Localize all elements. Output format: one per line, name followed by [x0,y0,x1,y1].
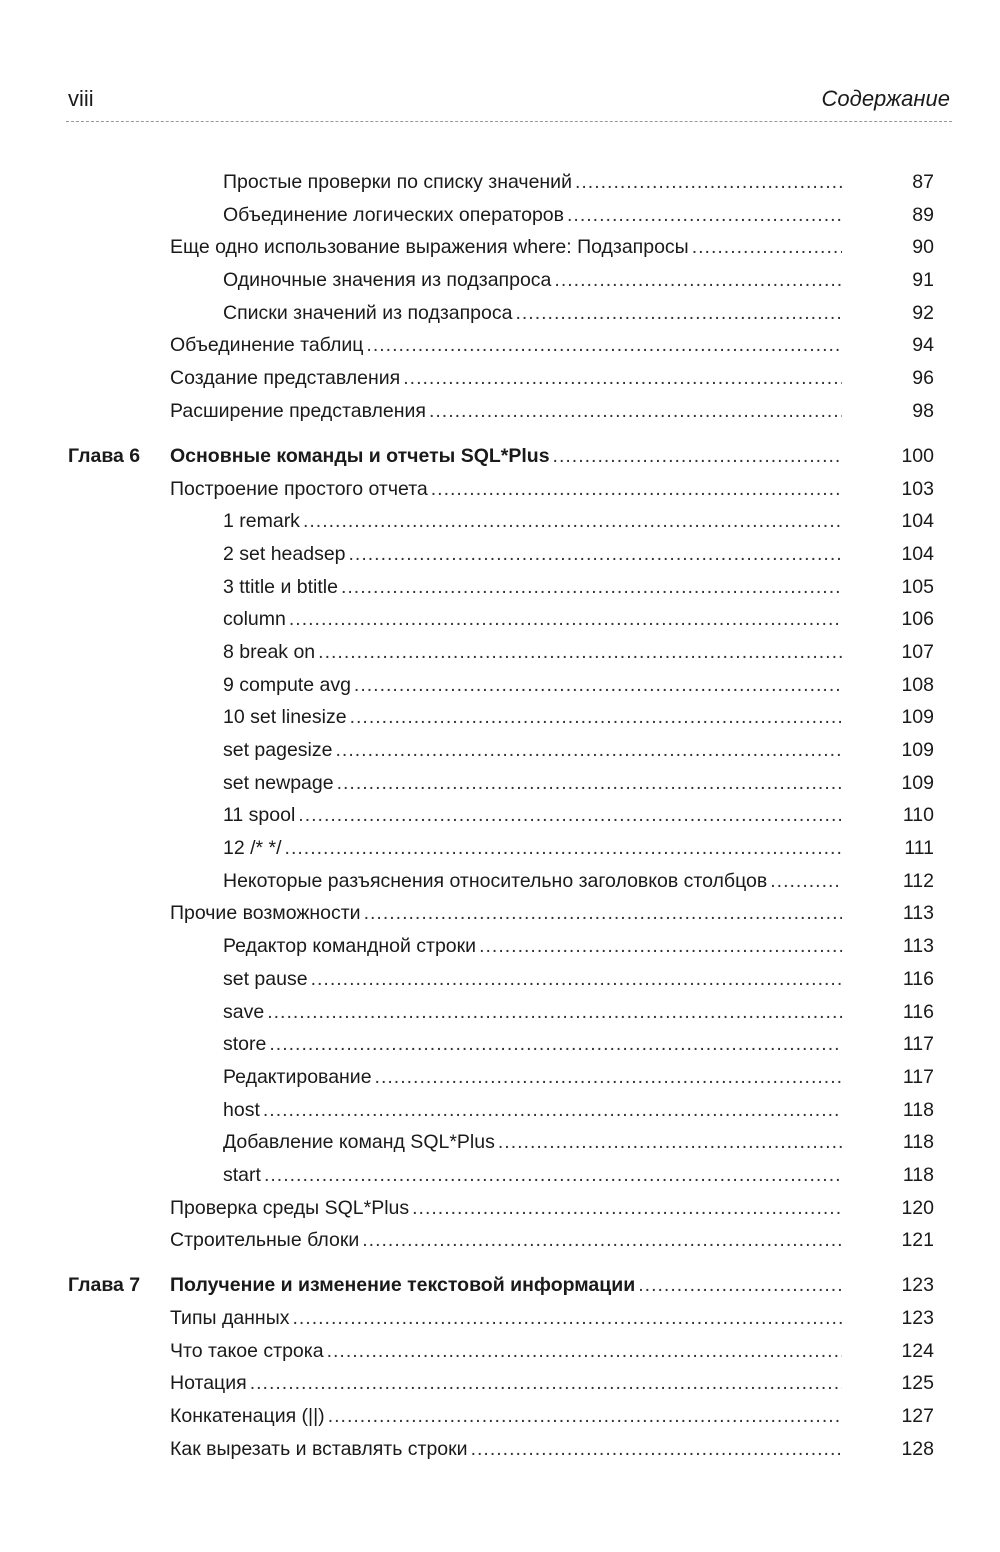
entry-line [223,1094,842,1127]
entry-line [223,930,842,963]
entry-page-number: 118 [902,1163,934,1186]
dot-leader [341,571,842,604]
entry-line [170,1400,842,1433]
running-header: Содержание [821,86,950,111]
entry-page-number: 109 [901,771,934,794]
toc-entry [0,996,1000,1029]
dot-leader [554,264,842,297]
toc-entry [0,1433,1000,1466]
entry-page-number: 128 [901,1437,934,1460]
entry-page-number: 118 [902,1098,934,1121]
toc-entry [0,832,1000,865]
entry-line [223,636,842,669]
entry-page-number: 116 [902,967,934,990]
dot-leader [498,1126,842,1159]
entry-title: Объединение логических операторов [223,199,567,232]
entry-line [223,264,842,297]
entry-title: Как вырезать и вставлять строки [170,1433,471,1466]
entry-line [223,1061,842,1094]
entry-page-number: 116 [902,1000,934,1023]
entry-page-number: 87 [912,171,934,193]
toc-entry [0,1126,1000,1159]
entry-title: Создание представления [170,362,403,395]
entry-page-number: 105 [901,575,934,598]
dot-leader [354,669,842,702]
entry-line [223,996,842,1029]
dot-leader [638,1268,842,1302]
entry-page-number: 106 [901,608,934,631]
entry-page-number: 104 [901,510,934,533]
dot-leader [298,799,842,832]
dot-leader [575,166,842,199]
entry-line [170,439,842,473]
entry-line [223,199,842,232]
entry-title: Расширение представления [170,395,429,428]
entry-title: Прочие возможности [170,897,364,930]
entry-page-number: 103 [901,477,934,500]
entry-page-number: 91 [912,269,934,292]
dot-leader [770,865,842,898]
page-number: viii [68,86,94,111]
dot-leader [412,1192,842,1225]
entry-title: column [223,603,289,636]
entry-page-number: 123 [901,1307,934,1329]
entry-page-number: 107 [901,640,934,663]
entry-page-number: 90 [912,236,934,259]
toc-entry [0,897,1000,930]
entry-title: host [223,1094,263,1127]
dot-leader [285,832,842,865]
entry-page-number: 123 [901,1274,934,1296]
entry-page-number: 111 [904,837,934,860]
entry-page-number: 124 [901,1339,934,1362]
dot-leader [328,1400,842,1433]
entry-line [223,669,842,702]
entry-title: Нотация [170,1367,250,1400]
entry-page-number: 96 [912,367,934,390]
entry-page-number: 108 [901,673,934,696]
dot-leader [267,996,842,1029]
toc-chapter [0,1268,1000,1302]
dot-leader [515,297,842,330]
entry-line [170,1302,842,1335]
toc-entry [0,264,1000,297]
toc-entry [0,297,1000,330]
chapter-label: Глава 7 [68,1274,141,1296]
entry-page-number: 121 [901,1229,934,1252]
toc-entry [0,669,1000,702]
entry-title: Списки значений из подзапроса [223,297,515,330]
entry-line [223,505,842,538]
toc-entry [0,799,1000,832]
entry-line [170,897,842,930]
entry-title: 12 /* */ [223,832,285,865]
entry-title: Редактирование [223,1061,375,1094]
toc-entry [0,734,1000,767]
entry-line [170,1268,842,1302]
entry-page-number: 118 [902,1131,934,1154]
entry-line [223,571,842,604]
entry-title: save [223,996,267,1029]
toc-entry [0,1400,1000,1433]
dot-leader [364,897,842,930]
entry-line [223,166,842,199]
dot-leader [264,1159,842,1192]
entry-line [223,701,842,734]
toc-entry [0,767,1000,800]
entry-line [223,963,842,996]
entry-line [223,297,842,330]
toc-chapter [0,439,1000,473]
toc-entry [0,1159,1000,1192]
entry-title: start [223,1159,264,1192]
dot-leader [250,1367,842,1400]
dot-leader [692,231,842,264]
entry-title: 8 break on [223,636,318,669]
entry-page-number: 92 [912,301,934,324]
dot-leader [567,199,842,232]
entry-page-number: 109 [901,739,934,761]
entry-title: 2 set headsep [223,538,349,571]
entry-title: Некоторые разъяснения относительно заголовков столбцов [223,865,770,898]
entry-line [170,1192,842,1225]
entry-page-number: 104 [901,542,934,565]
table-of-contents [0,166,1000,1465]
dot-leader [311,963,842,996]
dot-leader [471,1433,842,1466]
entry-line [223,832,842,865]
toc-entry [0,395,1000,428]
entry-page-number: 117 [902,1033,934,1056]
entry-page-number: 112 [902,869,934,892]
entry-page-number: 120 [901,1196,934,1219]
toc-entry [0,231,1000,264]
toc-entry [0,1335,1000,1368]
entry-line [170,1335,842,1368]
entry-title: Еще одно использование выражения where: Подзапросы [170,231,692,264]
dot-leader [303,505,842,538]
entry-title: Одиночные значения из подзапроса [223,264,554,297]
toc-entry [0,1061,1000,1094]
entry-title: 10 set linesize [223,701,350,734]
entry-title: set pagesize [223,734,336,767]
entry-title: Проверка среды SQL*Plus [170,1192,412,1225]
toc-entry [0,329,1000,362]
dot-leader [429,395,842,428]
entry-page-number: 98 [912,399,934,422]
entry-title: Добавление команд SQL*Plus [223,1126,498,1159]
entry-line [170,329,842,362]
entry-title: Построение простого отчета [170,473,431,506]
entry-line [223,865,842,898]
toc-entry [0,963,1000,996]
entry-page-number: 109 [901,706,934,729]
entry-title: Простые проверки по списку значений [223,166,575,199]
entry-title: set newpage [223,767,337,800]
entry-line [223,603,842,636]
entry-line [170,473,842,506]
toc-entry [0,1028,1000,1061]
entry-title: 1 remark [223,505,303,538]
dot-leader [403,362,842,395]
toc-entry [0,166,1000,199]
entry-page-number: 113 [902,902,934,925]
entry-page-number: 110 [902,804,934,827]
entry-line [223,799,842,832]
dot-leader [336,734,843,767]
entry-title: Объединение таблиц [170,329,366,362]
entry-page-number: 100 [901,444,934,467]
entry-page-number: 127 [901,1405,934,1428]
entry-line [170,395,842,428]
entry-title: Редактор командной строки [223,930,479,963]
dot-leader [375,1061,842,1094]
toc-entry [0,1302,1000,1335]
entry-line [223,538,842,571]
dot-leader [349,538,842,571]
dot-leader [269,1028,842,1061]
toc-entry [0,571,1000,604]
dot-leader [553,439,842,473]
toc-entry [0,701,1000,734]
entry-title: Основные команды и отчеты SQL*Plus [170,439,553,473]
toc-entry [0,603,1000,636]
entry-line [223,1028,842,1061]
toc-entry [0,362,1000,395]
toc-entry [0,636,1000,669]
toc-entry [0,199,1000,232]
entry-line [223,1159,842,1192]
toc-entry [0,1224,1000,1257]
entry-line [170,362,842,395]
dot-leader [479,930,842,963]
entry-title: Типы данных [170,1302,292,1335]
entry-line [170,1433,842,1466]
entry-line [223,767,842,800]
dot-leader [431,473,842,506]
entry-line [170,1367,842,1400]
entry-page-number: 89 [912,203,934,226]
entry-line [170,231,842,264]
toc-entry [0,1094,1000,1127]
dot-leader [350,701,842,734]
entry-title: set pause [223,963,311,996]
header-divider [66,121,952,122]
entry-title: 9 compute avg [223,669,354,702]
dot-leader [292,1302,842,1335]
dot-leader [362,1224,842,1257]
toc-entry [0,505,1000,538]
entry-title: Что такое строка [170,1335,327,1368]
dot-leader [263,1094,842,1127]
dot-leader [318,636,842,669]
entry-title: Конкатенация (||) [170,1400,328,1433]
dot-leader [366,329,842,362]
entry-page-number: 94 [912,334,934,357]
entry-page-number: 113 [902,935,934,958]
toc-entry [0,930,1000,963]
entry-page-number: 117 [902,1065,934,1088]
toc-entry [0,865,1000,898]
entry-title: Получение и изменение текстовой информации [170,1268,638,1302]
toc-entry [0,1367,1000,1400]
entry-title: store [223,1028,269,1061]
dot-leader [327,1335,842,1368]
entry-title: Строительные блоки [170,1224,362,1257]
dot-leader [289,603,842,636]
toc-entry [0,538,1000,571]
entry-line [170,1224,842,1257]
toc-entry [0,473,1000,506]
entry-page-number: 125 [901,1372,934,1395]
chapter-label: Глава 6 [68,444,141,467]
entry-line [223,1126,842,1159]
entry-title: 11 spool [223,799,298,832]
toc-entry [0,1192,1000,1225]
entry-line [223,734,842,767]
entry-title: 3 ttitle и btitle [223,571,341,604]
dot-leader [337,767,842,800]
